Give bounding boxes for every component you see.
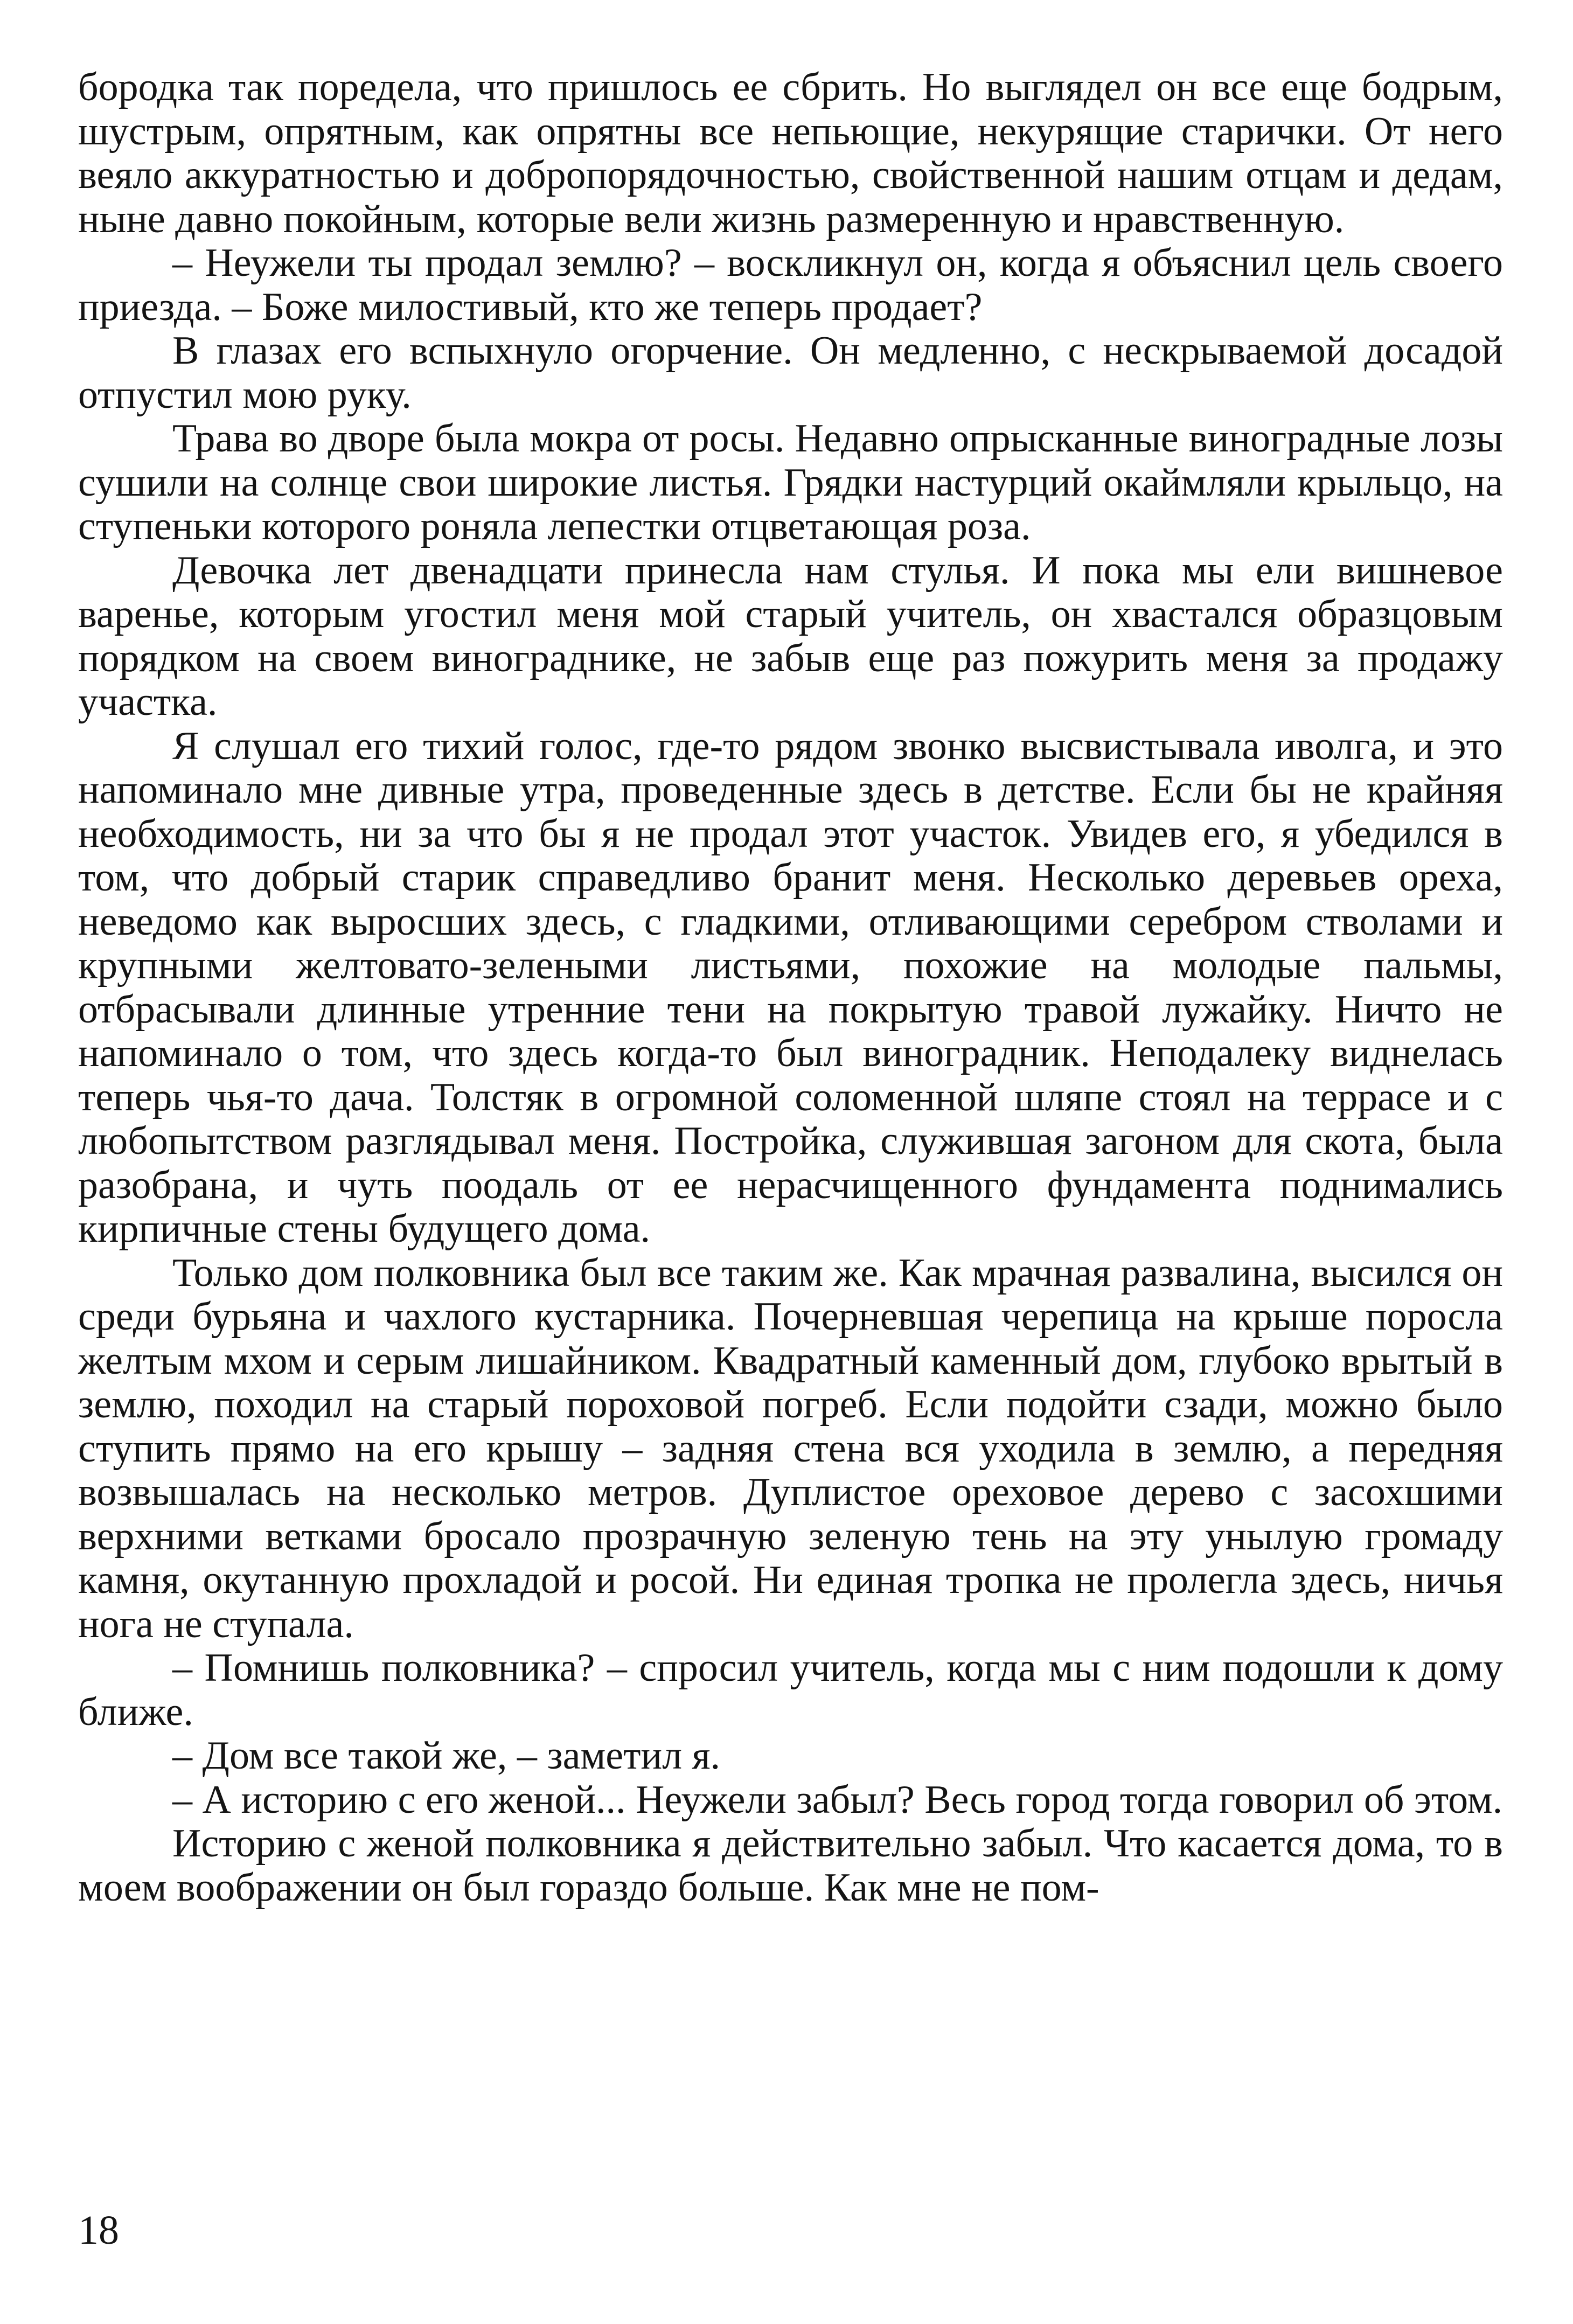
paragraph-6: Я слушал его тихий голос, где-то рядом звонко высвистывала иволга, и это напоминало мне дивные утра, проведенные здесь в детстве. Если бы не крайняя необходимость, ни за что бы я не продал этот участок. Увидев его, я убедился в том, что добрый старик справедливо бранит меня. Несколько деревьев ореха, неведомо как выросших здесь, с гладкими, отливающими серебром стволами и крупными желтовато-зелеными листьями, похожие на молодые пальмы, отбрасывали длинные утренние тени на покрытую травой лужайку. Ничто не напоминало о том, что здесь когда-то был виноградник. Неподалеку виднелась теперь чья-то дача. Толстяк в огромной соломенной шляпе стоял на террасе и с любопытством разглядывал меня. Постройка, служившая загоном для скота, была разобрана, и чуть поодаль от ее нерасчищенного фундамента поднимались кирпичные стены будущего дома. [78,723,1503,1251]
paragraph-10: – А историю с его женой... Неужели забыл? Весь город тогда говорил об этом. [172,1777,1503,1822]
page-number: 18 [78,2208,119,2253]
paragraph-11: Историю с женой полковника я действительно забыл. Что касается дома, то в моем воображении он был гораздо больше. Как мне не пом- [78,1821,1503,1910]
paragraph-5: Девочка лет двенадцати принесла нам стулья. И пока мы ели вишневое варенье, которым угостил меня мой старый учитель, он хвастался образцовым порядком на своем винограднике, не забыв еще раз пожурить меня за продажу участка. [78,548,1503,724]
paragraph-4: Трава во дворе была мокра от росы. Недавно опрысканные виноградные лозы сушили на солнце свои широкие листья. Грядки настурций окаймляли крыльцо, на ступеньки которого роняла лепестки отцветающая роза. [78,416,1503,548]
paragraph-1: бородка так поредела, что пришлось ее сбрить. Но выглядел он все еще бодрым, шустрым, опрятным, как опрятны все непьющие, некурящие старички. От него веяло аккуратностью и добропорядочностью, свойственной нашим отцам и дедам, ныне давно покойным, которые вели жизнь размеренную и нравственную. [78,65,1503,241]
paragraph-9: – Дом все такой же, – заметил я. [172,1734,721,1778]
paragraph-3: В глазах его вспыхнуло огорчение. Он медленно, с нескрываемой досадой отпустил мою руку. [78,329,1503,417]
paragraph-8: – Помнишь полковника? – спросил учитель, когда мы с ним подошли к дому ближе. [78,1646,1503,1734]
paragraph-7: Только дом полковника был все таким же. Как мрачная развалина, высился он среди бурьяна и чахлого кустарника. Почерневшая черепица на крыше поросла желтым мхом и серым лишайником. Квадратный каменный дом, глубоко врытый в землю, походил на старый пороховой погреб. Если подойти сзади, можно было ступить прямо на его крышу – задняя стена вся уходила в землю, а передняя возвышалась на несколько метров. Дуплистое ореховое дерево с засохшими верхними ветками бросало прозрачную зеленую тень на эту унылую громаду камня, окутанную прохладой и росой. Ни единая тропка не пролегла здесь, ничья нога не ступала. [78,1250,1503,1646]
body-text [78,66,1503,1910]
paragraph-2: – Неужели ты продал землю? – воскликнул он, когда я объяснил цель своего приезда. – Боже милостивый, кто же теперь продает? [78,241,1503,329]
